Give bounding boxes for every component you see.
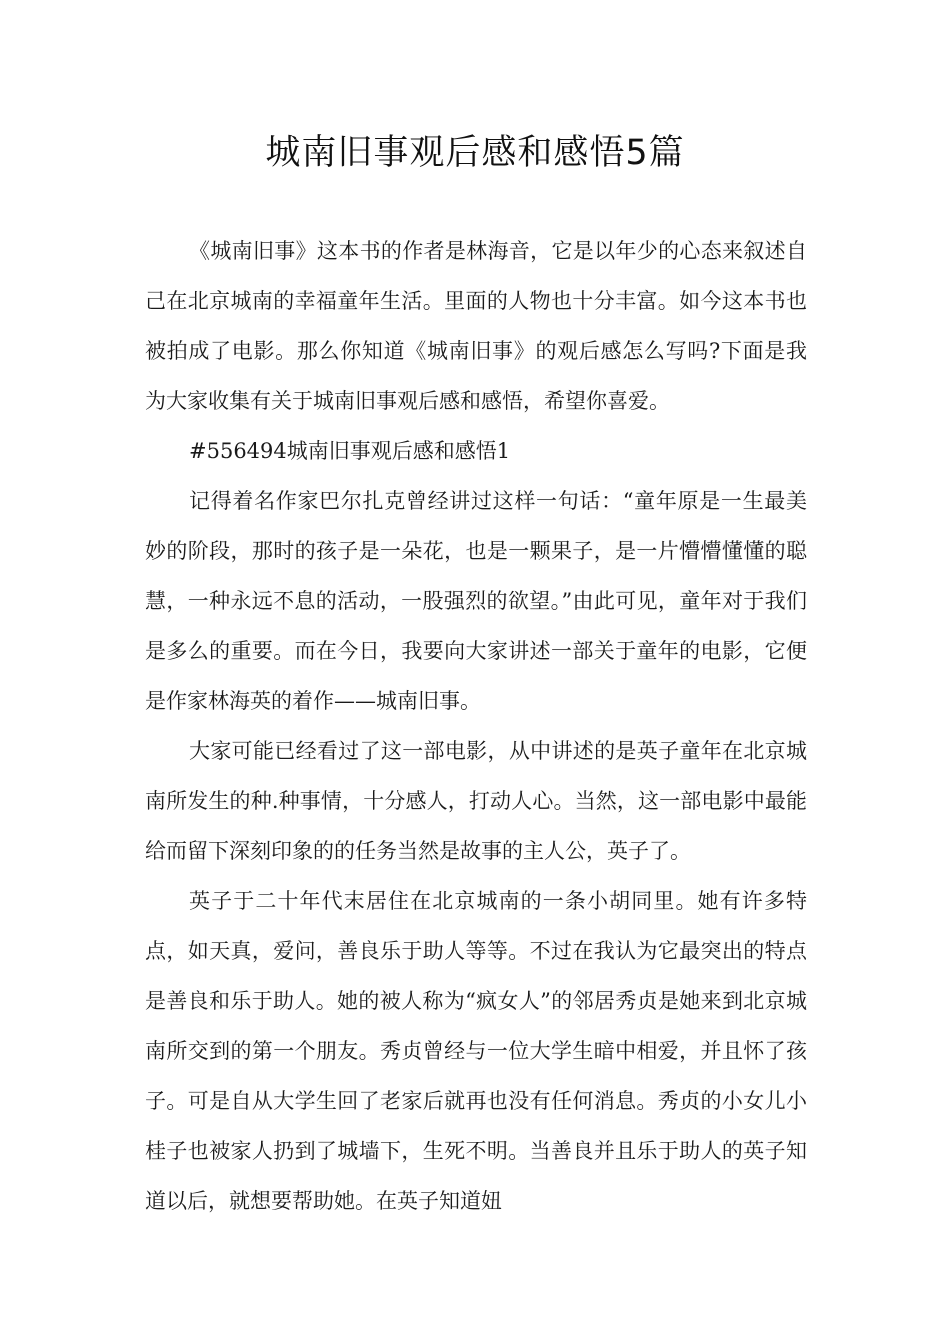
body-paragraph: 大家可能已经看过了这一部电影，从中讲述的是英子童年在北京城南所发生的种.种事情，十分感人，打动人心。当然，这一部电影中最能给而留下深刻印象的的任务当然是故事的主人公，英子了。	[145, 739, 807, 863]
intro-paragraph: 《城南旧事》这本书的作者是林海音，它是以年少的心态来叙述自己在北京城南的幸福童年生活。里面的人物也十分丰富。如今这本书也被拍成了电影。那么你知道《城南旧事》的观后感怎么写吗?下面是我为大家收集有关于城南旧事观后感和感悟，希望你喜爱。	[145, 239, 807, 413]
document-body	[145, 226, 807, 1226]
document-title: 城南旧事观后感和感悟5篇	[265, 133, 685, 173]
section-heading: #556494城南旧事观后感和感悟1	[189, 439, 511, 463]
body-paragraph: 记得着名作家巴尔扎克曾经讲过这样一句话：“童年原是一生最美妙的阶段，那时的孩子是一朵花，也是一颗果子，是一片懵懵懂懂的聪慧，一种永远不息的活动，一股强烈的欲望。”由此可见，童年对于我们是多么的重要。而在今日，我要向大家讲述一部关于童年的电影，它便是作家林海英的着作——城南旧事。	[145, 489, 807, 713]
body-paragraph: 英子于二十年代末居住在北京城南的一条小胡同里。她有许多特点，如天真，爱问，善良乐于助人等等。不过在我认为它最突出的特点是善良和乐于助人。她的被人称为“疯女人”的邻居秀贞是她来到北京城南所交到的第一个朋友。秀贞曾经与一位大学生暗中相爱，并且怀了孩子。可是自从大学生回了老家后就再也没有任何消息。秀贞的小女儿小桂子也被家人扔到了城墙下，生死不明。当善良并且乐于助人的英子知道以后，就想要帮助她。在英子知道妞	[145, 889, 807, 1213]
